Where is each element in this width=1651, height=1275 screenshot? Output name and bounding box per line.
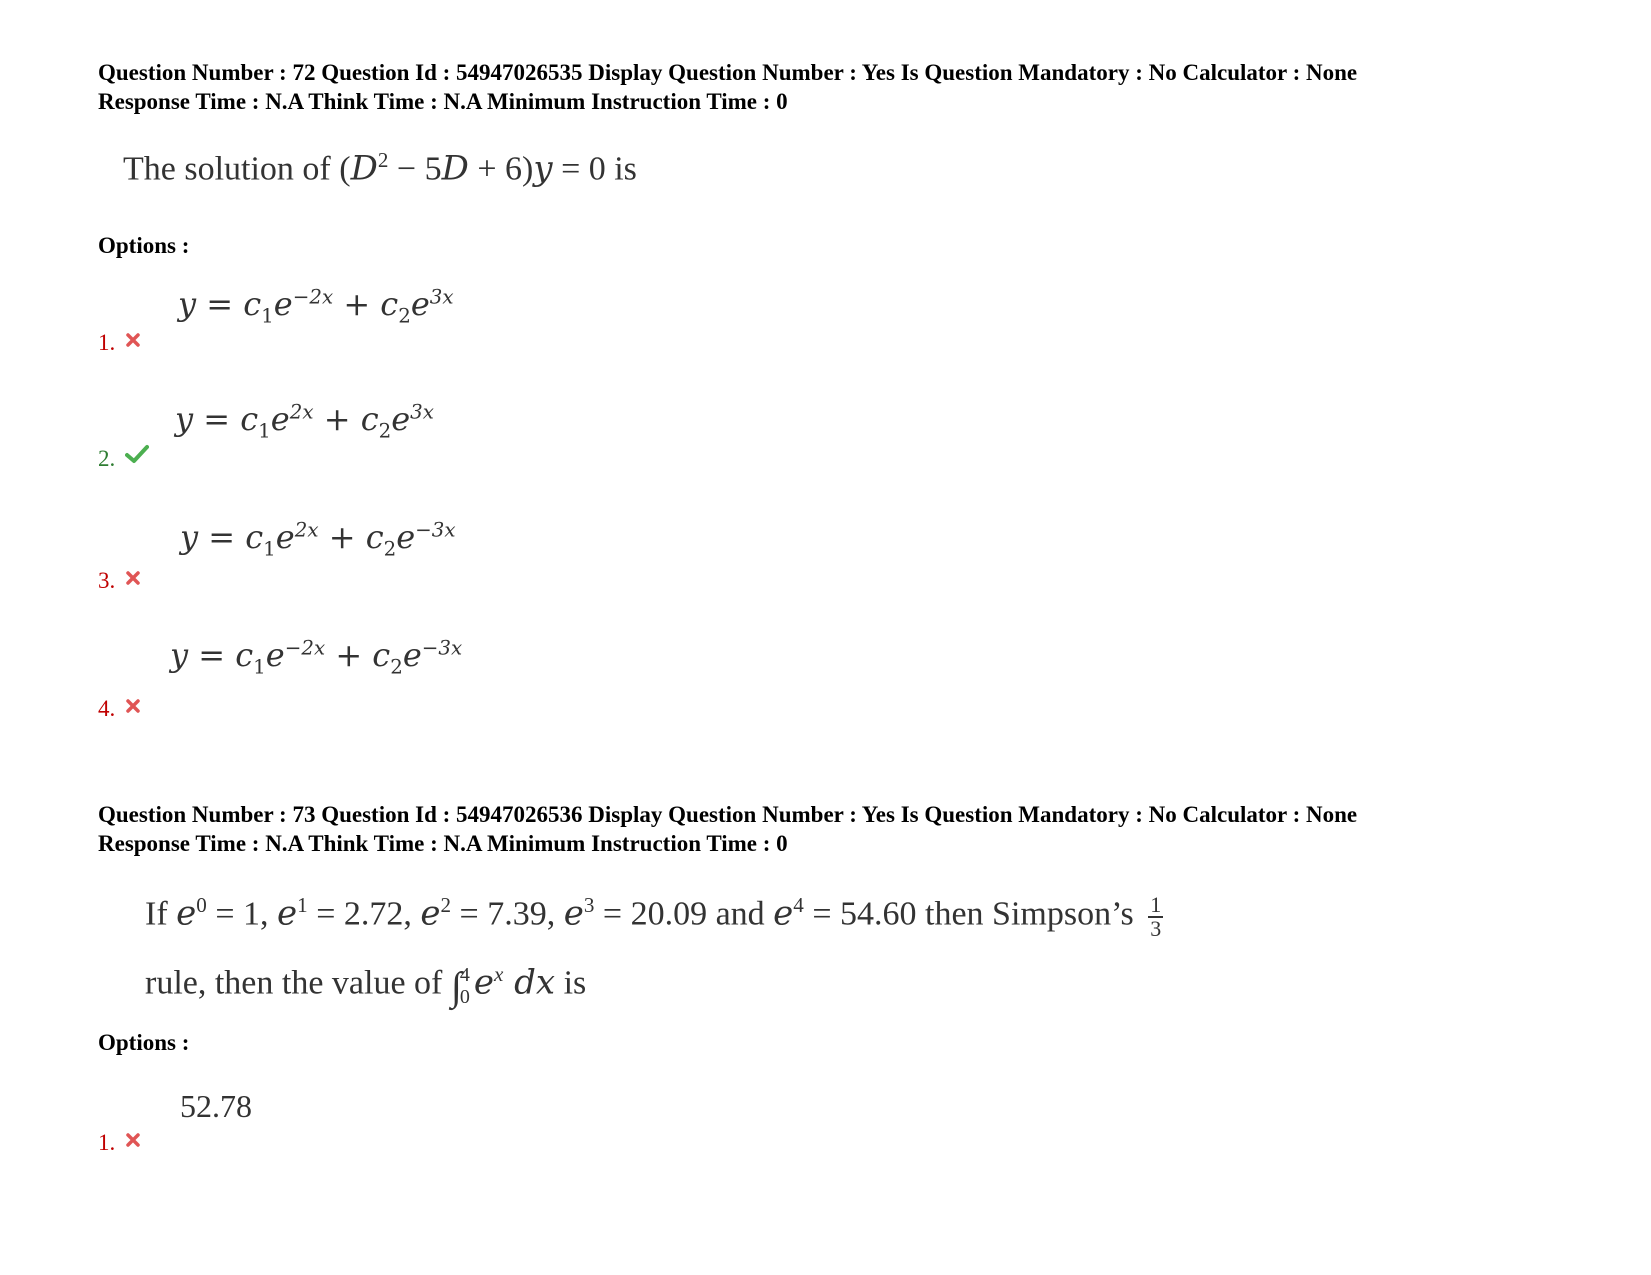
option-expression [175, 400, 434, 442]
option-number [98, 566, 141, 594]
expr-sub: 2 [383, 537, 397, 561]
expr-c: c [235, 636, 254, 674]
check-icon [125, 444, 149, 470]
expr-sub: 2 [390, 655, 403, 679]
option-number-text: 2. [98, 446, 116, 471]
stem-var: e [277, 893, 298, 934]
fraction [1148, 891, 1163, 941]
option-expression [178, 285, 454, 327]
stem-exponent: x [493, 962, 504, 986]
integral-upper-limit: 4 [459, 963, 470, 986]
integral-sign: ∫ [450, 963, 462, 1009]
stem-text: rule, then the value of [145, 964, 451, 1002]
expr-sub: 1 [253, 655, 266, 679]
fraction-denominator: 3 [1150, 915, 1162, 941]
stem-var: D [350, 148, 378, 189]
option-number-text: 1. [98, 330, 116, 355]
expr-e: e [265, 636, 285, 674]
expr-e: e [270, 400, 290, 438]
integral-limits [460, 964, 470, 1008]
stem-text: If [145, 895, 177, 933]
stem-exponent: 1 [297, 893, 308, 917]
expr-c: c [240, 400, 259, 438]
stem-exponent: 4 [793, 893, 804, 917]
stem-var: D [441, 148, 469, 189]
question-73-stem-line-1 [145, 893, 1163, 940]
expr-exponent: 2x [289, 400, 314, 424]
expr-eq: = [196, 285, 244, 323]
question-meta-line: Response Time : N.A Think Time : N.A Minimum Instruction Time : 0 [98, 89, 788, 114]
expr-sub: 2 [398, 304, 411, 328]
expr-c: c [243, 285, 262, 323]
expr-exponent: 2x [294, 518, 319, 542]
integral-lower-limit: 0 [459, 985, 470, 1008]
fraction-numerator: 1 [1150, 891, 1162, 917]
expr-e: e [275, 518, 295, 556]
expr-sub: 1 [263, 537, 276, 561]
expr-plus: + [325, 636, 373, 674]
stem-text: = 7.39, [451, 895, 564, 933]
stem-exponent: 0 [196, 893, 207, 917]
question-72-meta [98, 58, 1357, 116]
expr-eq: = [193, 400, 241, 438]
cross-icon [125, 694, 141, 720]
expr-e: e [391, 400, 411, 438]
expr-exponent: −2x [292, 285, 334, 309]
expr-c: c [380, 285, 399, 323]
expr-y: y [175, 400, 194, 438]
option-number [98, 444, 149, 472]
expr-eq: = [198, 518, 246, 556]
stem-var: e [563, 893, 584, 934]
option-number-text: 4. [98, 696, 116, 721]
expr-c: c [372, 636, 391, 674]
expr-sub: 1 [258, 419, 271, 443]
option-expression [180, 518, 456, 560]
expr-sub: 1 [261, 304, 274, 328]
expr-plus: + [333, 285, 381, 323]
stem-exponent: 2 [440, 893, 452, 917]
question-73-meta [98, 800, 1357, 858]
expr-e: e [396, 518, 416, 556]
stem-var: e [176, 893, 197, 934]
stem-text: − 5 [388, 150, 442, 188]
option-number-text: 3. [98, 568, 116, 593]
cross-icon [125, 566, 141, 592]
stem-exponent: 2 [377, 148, 389, 172]
stem-text: = 0 is [552, 150, 637, 188]
stem-text: + 6) [468, 150, 534, 188]
stem-text: = 1, [206, 895, 278, 933]
expr-eq: = [188, 636, 236, 674]
expr-exponent: −3x [421, 636, 463, 660]
question-73-stem-line-2 [145, 962, 586, 1009]
question-72-stem [123, 148, 637, 188]
expr-c: c [365, 518, 384, 556]
expr-e: e [410, 285, 430, 323]
option-number [98, 694, 141, 722]
expr-y: y [180, 518, 199, 556]
expr-c: c [360, 400, 379, 438]
stem-var: y [533, 148, 553, 189]
stem-differential: dx [503, 962, 556, 1003]
question-meta-line: Question Number : 72 Question Id : 54947026535 Display Question Number : Yes Is Question Mandatory : No Calculator : None [98, 60, 1358, 85]
option-expression [170, 636, 462, 678]
expr-plus: + [318, 518, 366, 556]
options-label: Options : [98, 233, 190, 258]
option-value: 52.78 [180, 1088, 252, 1124]
expr-exponent: 3x [410, 400, 434, 424]
expr-y: y [178, 285, 197, 323]
expr-plus: + [313, 400, 361, 438]
option-number [98, 1128, 141, 1156]
expr-exponent: −3x [415, 518, 456, 542]
expr-sub: 2 [378, 419, 392, 443]
cross-icon [125, 328, 141, 354]
options-label: Options : [98, 1030, 190, 1055]
stem-text: = 54.60 then Simpson’s [803, 895, 1143, 933]
stem-text: = 2.72, [307, 895, 421, 933]
stem-text: The solution of ( [123, 150, 351, 188]
stem-text: is [555, 964, 587, 1002]
option-number [98, 328, 141, 356]
stem-var: e [473, 962, 494, 1003]
expr-exponent: 3x [429, 285, 454, 309]
expr-exponent: −2x [284, 636, 326, 660]
expr-c: c [245, 518, 264, 556]
stem-var: e [420, 893, 441, 934]
stem-text: = 20.09 and [594, 895, 774, 933]
stem-exponent: 3 [583, 893, 595, 917]
expr-y: y [170, 636, 189, 674]
option-number-text: 1. [98, 1130, 116, 1155]
question-meta-line: Question Number : 73 Question Id : 54947026536 Display Question Number : Yes Is Question Mandatory : No Calculator : None [98, 802, 1358, 827]
expr-e: e [273, 285, 293, 323]
expr-e: e [402, 636, 422, 674]
question-meta-line: Response Time : N.A Think Time : N.A Minimum Instruction Time : 0 [98, 831, 788, 856]
stem-var: e [773, 893, 794, 934]
cross-icon [125, 1128, 141, 1154]
